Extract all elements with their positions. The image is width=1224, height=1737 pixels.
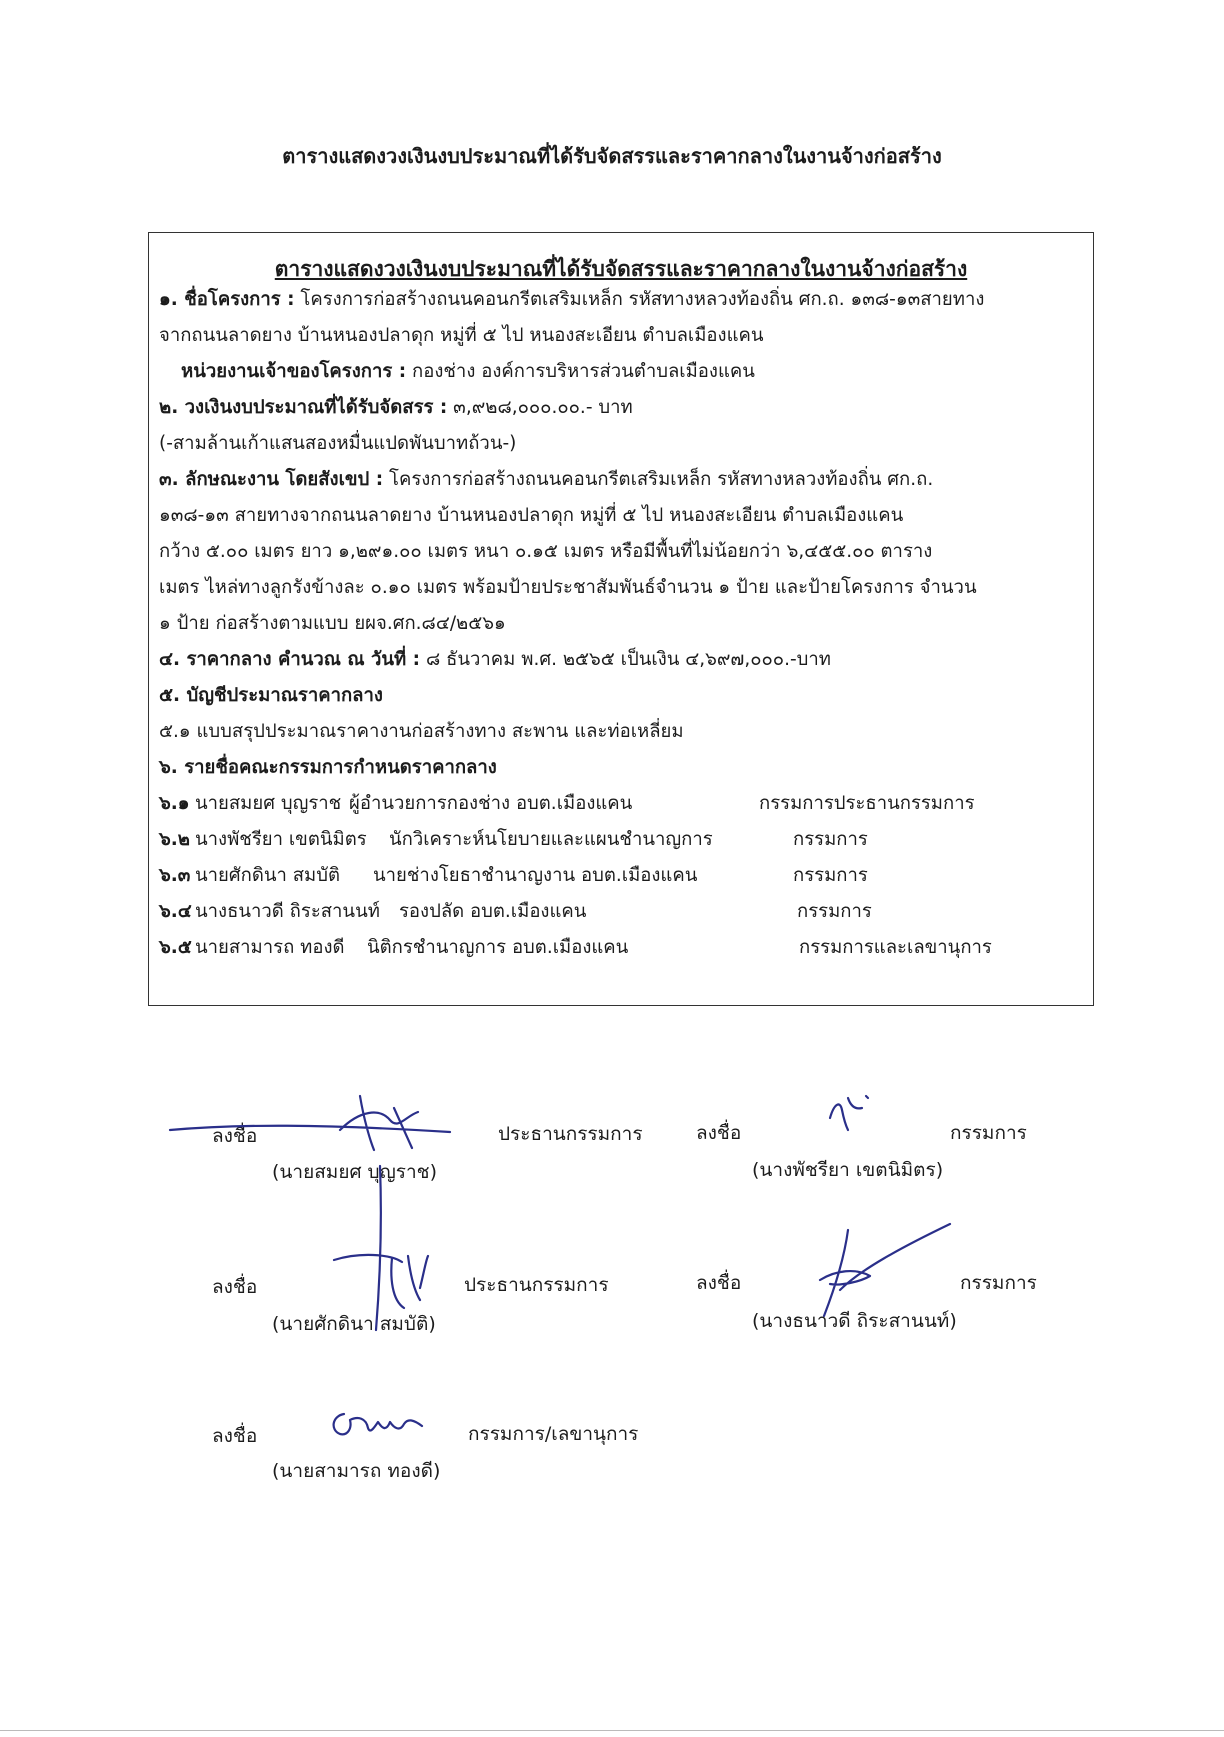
sign-name: (นายศักดินา สมบัติ) xyxy=(272,1313,436,1335)
sign-role: ประธานกรรมการ xyxy=(464,1274,609,1296)
sign-label: ลงชื่อ xyxy=(696,1122,742,1144)
median-price-label: ๔. ราคากลาง คำนวณ ณ วันที่ : xyxy=(159,649,421,670)
sign-role: กรรมการ/เลขานุการ xyxy=(468,1423,639,1445)
signature-mark xyxy=(326,1404,436,1448)
signature-mark xyxy=(818,1090,878,1140)
median-price-line xyxy=(159,649,1083,671)
project-owner-line xyxy=(181,361,1083,383)
sign-role: กรรมการ xyxy=(950,1122,1027,1144)
project-name-line xyxy=(159,289,1083,311)
committee-position: นายช่างโยธาชำนาญงาน อบต.เมืองแคน xyxy=(373,865,698,886)
sign-label: ลงชื่อ xyxy=(212,1425,258,1447)
project-owner-label: หน่วยงานเจ้าของโครงการ : xyxy=(181,361,407,382)
project-name-label: ๑. ชื่อโครงการ : xyxy=(159,289,295,310)
sign-label: ลงชื่อ xyxy=(212,1276,258,1298)
committee-name: นางธนาวดี ถิระสานนท์ xyxy=(195,901,380,922)
committee-role: กรรมการประธานกรรมการ xyxy=(759,793,975,814)
committee-role: กรรมการ xyxy=(793,865,868,886)
sign-name: (นายสมยศ บุญราช) xyxy=(272,1161,437,1183)
budget-label: ๒. วงเงินงบประมาณที่ได้รับจัดสรร : xyxy=(159,397,448,418)
median-price-text: ๘ ธันวาคม พ.ศ. ๒๕๖๕ เป็นเงิน ๔,๖๙๗,๐๐๐.-บาท xyxy=(425,649,831,670)
project-name-line-2: จากถนนลาดยาง บ้านหนองปลาดุก หมู่ที่ ๕ ไป หนองสะเอียน ตำบลเมืองแคน xyxy=(159,325,764,346)
budget-amount: ๓,๙๒๘,๐๐๐.๐๐.- บาท xyxy=(453,397,633,418)
sign-role: กรรมการ xyxy=(960,1272,1037,1294)
work-summary-line xyxy=(159,469,1083,491)
committee-name: นายสามารถ ทองดี xyxy=(195,937,345,958)
budget-in-words: (-สามล้านเก้าแสนสองหมื่นแปดพันบาทถ้วน-) xyxy=(159,433,517,454)
committee-role: กรรมการและเลขานุการ xyxy=(799,937,992,958)
committee-role: กรรมการ xyxy=(793,829,868,850)
budget-table-box xyxy=(148,232,1094,1006)
budget-line xyxy=(159,397,1083,419)
project-owner-text: กองช่าง องค์การบริหารส่วนตำบลเมืองแคน xyxy=(412,361,755,382)
work-summary-label: ๓. ลักษณะงาน โดยสังเขป : xyxy=(159,469,384,490)
committee-heading: ๖. รายชื่อคณะกรรมการกำหนดราคากลาง xyxy=(159,757,497,778)
committee-name: นายสมยศ บุญราช xyxy=(195,793,342,814)
committee-position: ผู้อำนวยการกองช่าง อบต.เมืองแคน xyxy=(349,793,633,814)
work-summary-text: โครงการก่อสร้างถนนคอนกรีตเสริมเหล็ก รหัสทางหลวงท้องถิ่น ศก.ถ. xyxy=(389,469,934,490)
page-title: ตารางแสดงวงเงินงบประมาณที่ได้รับจัดสรรและราคากลางในงานจ้างก่อสร้าง xyxy=(282,144,942,168)
committee-no: ๖.๓ xyxy=(159,865,191,886)
sign-label: ลงชื่อ xyxy=(696,1272,742,1294)
estimate-list-heading: ๕. บัญชีประมาณราคากลาง xyxy=(159,685,383,706)
estimate-list-item: ๕.๑ แบบสรุปประมาณราคางานก่อสร้างทาง สะพาน และท่อเหลี่ยม xyxy=(159,721,684,742)
committee-name: นายศักดินา สมบัติ xyxy=(195,865,340,886)
committee-position: นักวิเคราะห์นโยบายและแผนชำนาญการ xyxy=(389,829,713,850)
work-summary-line-2: ๑๓๘-๑๓ สายทางจากถนนลาดยาง บ้านหนองปลาดุก หมู่ที่ ๕ ไป หนองสะเอียน ตำบลเมืองแคน xyxy=(159,505,904,526)
page-bottom-rule xyxy=(0,1730,1224,1731)
box-title: ตารางแสดงวงเงินงบประมาณที่ได้รับจัดสรรและราคากลางในงานจ้างก่อสร้าง xyxy=(274,257,968,281)
work-summary-line-4: เมตร ไหล่ทางลูกรังข้างละ ๐.๑๐ เมตร พร้อมป้ายประชาสัมพันธ์จำนวน ๑ ป้าย และป้ายโครงการ จำนวน xyxy=(159,577,977,598)
project-name-text: โครงการก่อสร้างถนนคอนกรีตเสริมเหล็ก รหัสทางหลวงท้องถิ่น ศก.ถ. ๑๓๘-๑๓สายทาง xyxy=(300,289,985,310)
sign-name: (นายสามารถ ทองดี) xyxy=(272,1460,441,1482)
committee-role: กรรมการ xyxy=(797,901,872,922)
work-summary-line-5: ๑ ป้าย ก่อสร้างตามแบบ ยผจ.ศก.๘๔/๒๕๖๑ xyxy=(159,613,506,634)
sign-label: ลงชื่อ xyxy=(212,1125,258,1147)
work-summary-line-3: กว้าง ๕.๐๐ เมตร ยาว ๑,๒๙๑.๐๐ เมตร หนา ๐.๑๕ เมตร หรือมีพื้นที่ไม่น้อยกว่า ๖,๔๕๕.๐๐ ตาราง xyxy=(159,541,933,562)
sign-role: ประธานกรรมการ xyxy=(498,1123,643,1145)
committee-position: รองปลัด อบต.เมืองแคน xyxy=(399,901,587,922)
committee-name: นางพัชรียา เขตนิมิตร xyxy=(195,829,367,850)
committee-no: ๖.๔ xyxy=(159,901,192,922)
sign-name: (นางพัชรียา เขตนิมิตร) xyxy=(752,1159,944,1181)
committee-no: ๖.๑ xyxy=(159,793,190,814)
committee-no: ๖.๕ xyxy=(159,937,192,958)
committee-no: ๖.๒ xyxy=(159,829,190,850)
committee-position: นิติกรชำนาญการ อบต.เมืองแคน xyxy=(367,937,629,958)
sign-name: (นางธนาวดี ถิระสานนท์) xyxy=(752,1310,957,1332)
